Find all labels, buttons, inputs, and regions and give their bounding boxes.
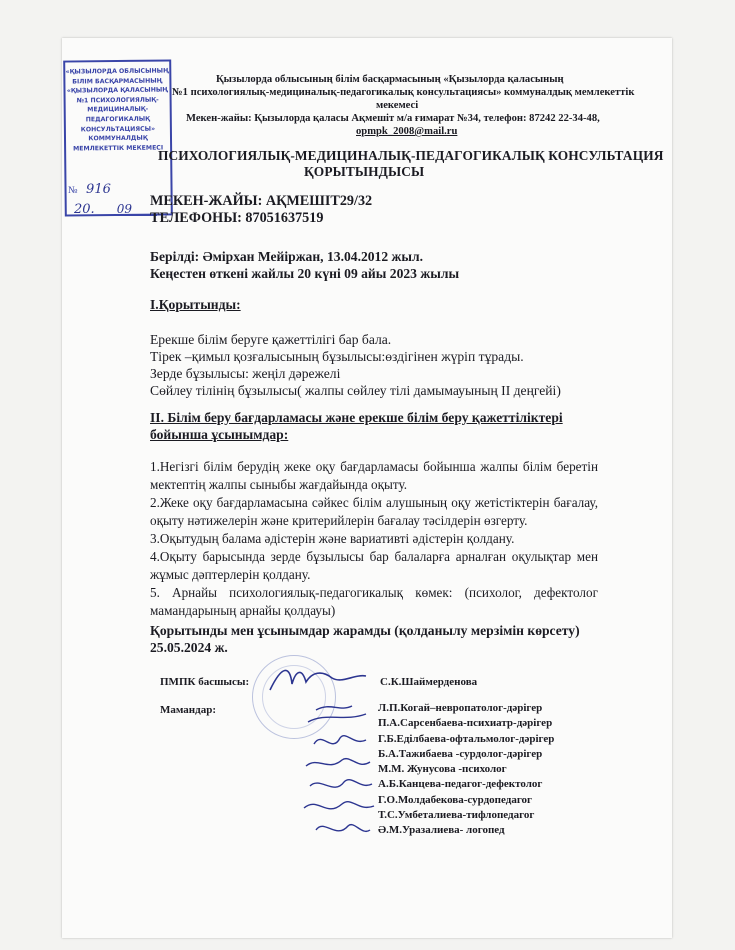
consultation-date: Кеңестен өткені жайлы 20 күні 09 айы 2023 жылы (150, 266, 460, 281)
section-1-heading: І.Қорытынды: (150, 297, 241, 312)
section-2-heading: ІІ. Білім беру бағдарламасы және ерекше білім беру қажеттіліктері (150, 410, 563, 425)
specialists-label: Мамандар: (160, 704, 216, 716)
address-line: МЕКЕН-ЖАЙЫ: АҚМЕШІТ29/32 (150, 193, 373, 209)
specialist-name: М.М. Жунусова -психолог (378, 763, 507, 776)
stamp-line: БІЛІМ БАСҚАРМАСЫНЫҢ (72, 77, 163, 86)
head-label: ПМПК басшысы: (160, 676, 250, 688)
recommendation-item: 5. Арнайы психологиялық-педагогикалық көмек: (психолог, дефектолог мамандарының арнайы қолдауы) (150, 585, 598, 618)
stamp-line: КОНСУЛЬТАЦИЯСЫ» (80, 125, 156, 133)
stamp-line: «ҚЫЗЫЛОРДА ҚАЛАСЫНЫҢ (66, 86, 169, 95)
header-address: Мекен-жайы: Қызылорда қаласы Ақмешіт м/а ғимарат №34, телефон: 87242 22-34-48, (186, 113, 600, 124)
header-line: Қызылорда облысының білім басқармасының «Қызылорда қаласының (216, 74, 564, 85)
head-name: С.К.Шаймерденова (380, 676, 478, 688)
conclusion-line: Ерекше білім беруге қажеттілігі бар бала. (150, 332, 392, 347)
recommendation-item: 1.Негізгі білім берудің жеке оқу бағдарламасы бойынша жалпы білім беретін мектептің жалпы сыныбы жағдайында оқыту. (150, 459, 598, 492)
stamp-number-row (68, 182, 111, 197)
stamp-date-underline (73, 215, 157, 216)
phone-line: ТЕЛЕФОНЫ: 87051637519 (150, 210, 324, 226)
validity-line: Қорытынды мен ұсынымдар жарамды (қолданылу мерзімін көрсету) (150, 623, 580, 638)
stamp-line: КОММУНАЛДЫҚ (88, 134, 148, 143)
header-email: opmpk_2008@mail.ru (356, 126, 458, 137)
specialist-name: Г.Б.Еділбаева-офтальмолог-дәрігер (378, 732, 555, 745)
validity-date: 25.05.2024 ж. (150, 640, 228, 655)
specialist-name: Б.А.Тажибаева -сурдолог-дәрігер (378, 747, 543, 760)
issued-to: Берілді: Әмірхан Мейіржан, 13.04.2012 жыл. (150, 249, 424, 264)
section-2-heading-second-line: бойынша ұсынымдар: (150, 427, 289, 442)
stamp-number: 916 (86, 182, 111, 197)
conclusion-line: Сөйлеу тілінің бұзылысы( жалпы сөйлеу тілі дамымауының ІІ деңгейі) (150, 383, 561, 398)
specialist-name: А.Б.Канцева-педагог-дефектолог (378, 778, 543, 791)
document-title: ПСИХОЛОГИЯЛЫҚ-МЕДИЦИНАЛЫҚ-ПЕДАГОГИКАЛЫҚ КОНСУЛЬТАЦИЯ (158, 148, 664, 163)
recommendation-item: 4.Оқыту барысында зерде бұзылысы бар балаларға арналған оқулықтар мен жұмыс дәптерлерін қолдану. (150, 549, 598, 582)
specialist-name: П.А.Сарсенбаева-психиатр-дәрігер (378, 717, 553, 730)
stamp-line: «ҚЫЗЫЛОРДА ОБЛЫСЫНЫҢ (65, 67, 170, 76)
document-title-second-line: ҚОРЫТЫНДЫСЫ (304, 164, 425, 179)
specialist-name: Т.С.Умбеталиева-тифлопедагог (378, 809, 535, 822)
stamp-number-prefix: № (68, 185, 78, 196)
stamp-date-month: 09 (116, 202, 132, 216)
header-line: №1 психологиялық-медициналық-педагогикалық консультациясы» коммуналдық мемлекеттік (172, 87, 635, 98)
recommendations-list (150, 458, 598, 620)
recommendation-item: 2.Жеке оқу бағдарламасына сәйкес білім алушының оқу жетістіктерін бағалау, оқыту нәтижелерін және критерийлерін бағалау тәсілдерін өзгерту. (150, 495, 598, 528)
stamp-line: №1 ПСИХОЛОГИЯЛЫҚ- (76, 96, 159, 105)
specialist-signatures (296, 700, 376, 850)
specialist-name: Л.П.Когай–невропатолог-дәрігер (378, 702, 543, 714)
specialist-name: Ә.М.Уразалиева- логопед (378, 824, 505, 837)
head-signature (262, 660, 372, 700)
header-line: мекемесі (376, 100, 419, 111)
stamp-line: МЕДИЦИНАЛЫҚ- (87, 106, 149, 114)
stamp-date-day: 20. (74, 202, 95, 217)
specialist-name: Г.О.Молдабекова-сурдопедагог (378, 793, 533, 806)
specialists-list (378, 701, 554, 839)
recommendation-item: 3.Оқытудың балама әдістерін және вариативті әдістерін қолдану. (150, 531, 515, 546)
stamp-line: ПЕДАГОГИКАЛЫҚ (85, 115, 150, 124)
stamp-line: МЕМЛЕКЕТТІК МЕКЕМЕСІ (73, 144, 164, 153)
conclusion-line: Зерде бұзылысы: жеңіл дәрежелі (150, 366, 341, 381)
conclusion-line: Тірек –қимыл қозғалысының бұзылысы:өздігінен жүріп тұрады. (150, 349, 524, 364)
